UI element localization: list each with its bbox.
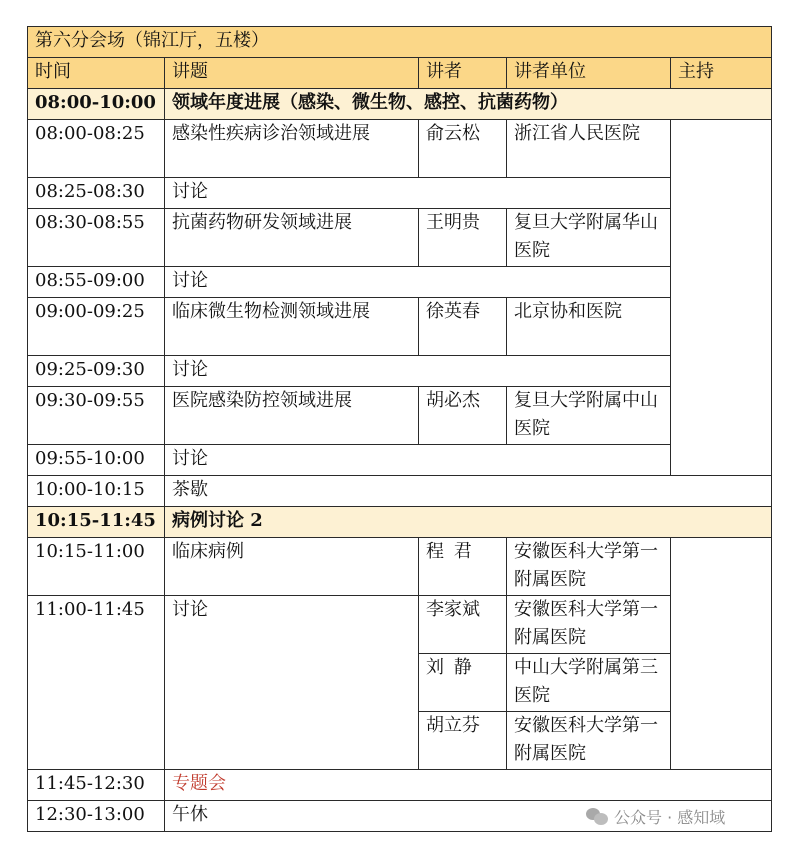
header-speaker: 讲者 xyxy=(419,58,507,89)
row-time: 11:00-11:45 xyxy=(28,596,165,770)
row-topic: 抗菌药物研发领域进展 xyxy=(165,209,419,267)
table-row xyxy=(28,596,772,654)
row-time: 09:00-09:25 xyxy=(28,298,165,356)
row-unit: 安徽医科大学第一附属医院 xyxy=(507,712,671,770)
row-time: 08:30-08:55 xyxy=(28,209,165,267)
venue-title: 第六分会场（锦江厅，五楼） xyxy=(28,27,772,58)
header-row xyxy=(28,58,772,89)
row-time: 09:30-09:55 xyxy=(28,387,165,445)
row-unit: 安徽医科大学第一附属医院 xyxy=(507,538,671,596)
row-time: 08:00-08:25 xyxy=(28,120,165,178)
row-speaker: 李家斌 xyxy=(419,596,507,654)
host-cell xyxy=(671,120,772,476)
venue-title-row xyxy=(28,27,772,58)
lunch-label: 午休 xyxy=(165,801,772,832)
row-time: 09:25-09:30 xyxy=(28,356,165,387)
row-unit: 复旦大学附属中山医院 xyxy=(507,387,671,445)
row-speaker: 程 君 xyxy=(419,538,507,596)
row-time: 08:25-08:30 xyxy=(28,178,165,209)
session-header-row xyxy=(28,89,772,120)
break-label: 茶歇 xyxy=(165,476,772,507)
table-row xyxy=(28,356,772,387)
special-time: 11:45-12:30 xyxy=(28,770,165,801)
row-speaker: 徐英春 xyxy=(419,298,507,356)
row-speaker: 王明贵 xyxy=(419,209,507,267)
row-topic: 临床病例 xyxy=(165,538,419,596)
table-row xyxy=(28,538,772,596)
row-speaker: 刘 静 xyxy=(419,654,507,712)
session-time: 08:00-10:00 xyxy=(28,89,165,120)
special-label: 专题会 xyxy=(165,770,772,801)
row-time: 09:55-10:00 xyxy=(28,445,165,476)
row-unit: 浙江省人民医院 xyxy=(507,120,671,178)
row-topic: 临床微生物检测领域进展 xyxy=(165,298,419,356)
table-row xyxy=(28,387,772,445)
row-speaker: 胡必杰 xyxy=(419,387,507,445)
break-row xyxy=(28,476,772,507)
row-topic: 讨论 xyxy=(165,596,419,770)
table-row xyxy=(28,178,772,209)
row-unit: 北京协和医院 xyxy=(507,298,671,356)
table-row xyxy=(28,267,772,298)
row-topic: 讨论 xyxy=(165,178,671,209)
session-time: 10:15-11:45 xyxy=(28,507,165,538)
row-speaker: 俞云松 xyxy=(419,120,507,178)
header-unit: 讲者单位 xyxy=(507,58,671,89)
table-row xyxy=(28,445,772,476)
row-unit: 复旦大学附属华山医院 xyxy=(507,209,671,267)
row-topic: 讨论 xyxy=(165,356,671,387)
row-time: 08:55-09:00 xyxy=(28,267,165,298)
host-cell xyxy=(671,538,772,770)
row-topic: 感染性疾病诊治领域进展 xyxy=(165,120,419,178)
watermark-text: 公众号 · 感知域 xyxy=(614,807,726,827)
row-speaker: 胡立芬 xyxy=(419,712,507,770)
schedule-table xyxy=(27,26,772,832)
wechat-official-account-icon xyxy=(586,806,608,826)
special-row xyxy=(28,770,772,801)
row-topic: 讨论 xyxy=(165,445,671,476)
row-time: 10:15-11:00 xyxy=(28,538,165,596)
break-time: 10:00-10:15 xyxy=(28,476,165,507)
table-row xyxy=(28,209,772,267)
header-host: 主持 xyxy=(671,58,772,89)
header-time: 时间 xyxy=(28,58,165,89)
table-row xyxy=(28,120,772,178)
row-topic: 讨论 xyxy=(165,267,671,298)
session-title: 病例讨论 2 xyxy=(165,507,772,538)
row-unit: 安徽医科大学第一附属医院 xyxy=(507,596,671,654)
watermark xyxy=(586,803,725,829)
row-topic: 医院感染防控领域进展 xyxy=(165,387,419,445)
session-title: 领域年度进展（感染、微生物、感控、抗菌药物） xyxy=(165,89,772,120)
row-unit: 中山大学附属第三医院 xyxy=(507,654,671,712)
session-header-row xyxy=(28,507,772,538)
lunch-time: 12:30-13:00 xyxy=(28,801,165,832)
header-topic: 讲题 xyxy=(165,58,419,89)
table-row xyxy=(28,298,772,356)
